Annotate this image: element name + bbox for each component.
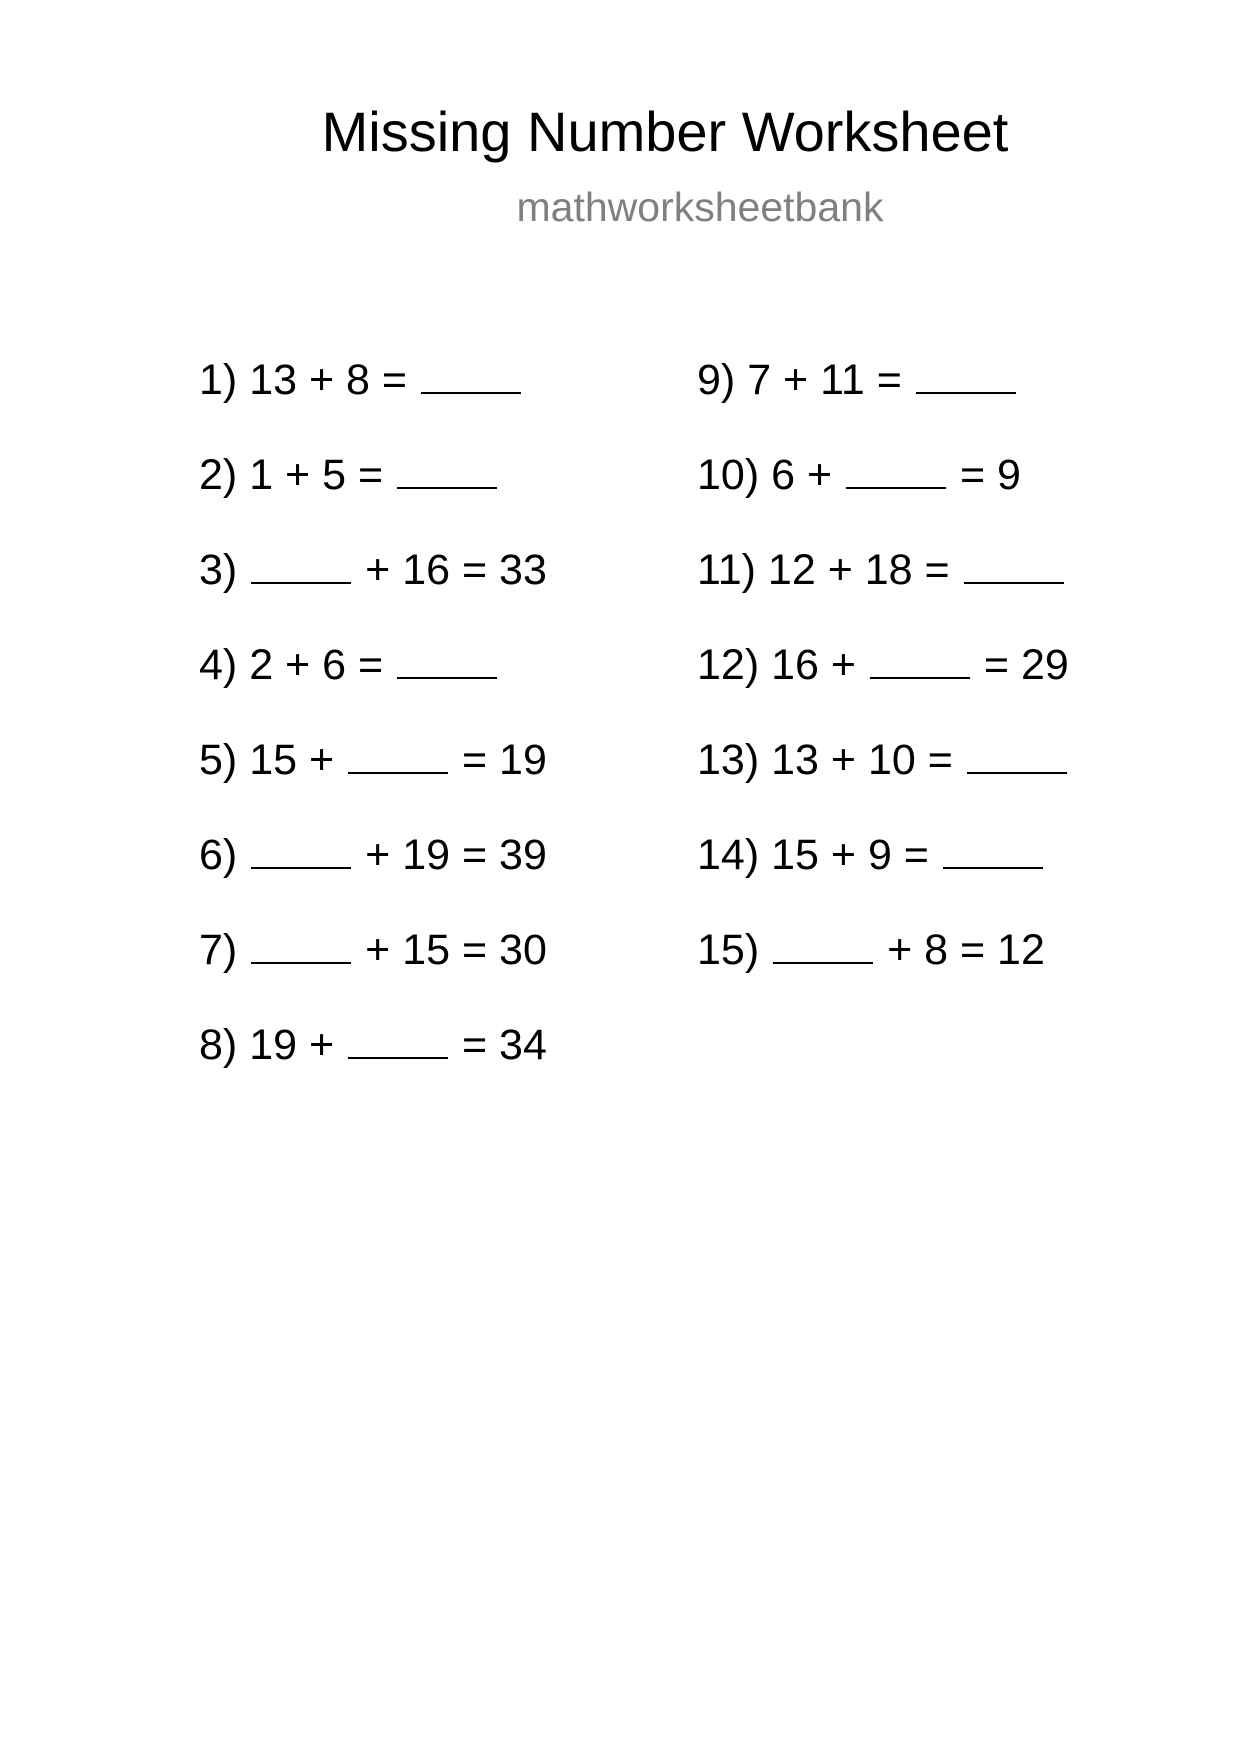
problem-number: 12) [697,641,760,689]
problem-expression: 19 + [249,1021,335,1069]
answer-blank[interactable] [870,643,970,679]
worksheet-subtitle: mathworksheetbank [516,184,884,230]
problem-expression: + 19 = 39 [365,831,547,879]
problem-expression: + 8 = 12 [887,926,1045,974]
problem-number: 5) [199,736,238,784]
answer-blank[interactable] [251,548,351,584]
answer-blank[interactable] [964,548,1064,584]
problem-expression: 12 + 18 = [767,546,950,594]
answer-blank[interactable] [421,358,521,394]
problem-expression: 16 + [771,641,856,689]
problem-1 [199,355,523,405]
problem-8 [199,1020,547,1070]
problem-2 [199,450,499,500]
answer-blank[interactable] [967,738,1067,774]
problem-expression: 15 + [249,736,335,784]
problem-expression: 13 + 10 = [771,736,953,784]
problem-result: = 9 [960,451,1021,499]
problem-number: 8) [199,1021,238,1069]
problem-11 [697,545,1066,595]
problem-expression: + 16 = 33 [365,546,547,594]
problem-number: 4) [199,641,238,689]
answer-blank[interactable] [348,738,448,774]
problem-9 [697,355,1018,405]
problem-number: 1) [199,356,238,404]
problem-expression: 6 + [771,451,833,499]
problem-result: = 19 [461,736,547,784]
problem-result: = 29 [983,641,1069,689]
problem-number: 13) [697,736,760,784]
problem-number: 14) [697,831,760,879]
answer-blank[interactable] [397,453,497,489]
problem-number: 6) [199,831,238,879]
problem-15 [697,925,1045,975]
problem-number: 15) [697,926,760,974]
problem-number: 3) [199,546,238,594]
problem-expression: 1 + 5 = [249,451,384,499]
problem-number: 11) [697,546,756,594]
problem-5 [199,735,547,785]
problem-14 [697,830,1045,880]
problem-4 [199,640,499,690]
problem-number: 9) [697,356,736,404]
answer-blank[interactable] [251,833,351,869]
answer-blank[interactable] [397,643,497,679]
answer-blank[interactable] [943,833,1043,869]
problem-6 [199,830,547,880]
problem-13 [697,735,1069,785]
problem-7 [199,925,547,975]
problem-expression: 15 + 9 = [771,831,929,879]
answer-blank[interactable] [251,928,351,964]
problem-expression: 13 + 8 = [249,356,407,404]
answer-blank[interactable] [773,928,873,964]
problem-number: 2) [199,451,238,499]
problem-3 [199,545,547,595]
worksheet-title: Missing Number Worksheet [321,100,1009,163]
answer-blank[interactable] [846,453,946,489]
answer-blank[interactable] [916,358,1016,394]
problem-expression: 2 + 6 = [249,641,384,689]
problem-number: 10) [697,451,760,499]
problem-expression: 7 + 11 = [747,356,902,404]
problem-number: 7) [199,926,238,974]
problem-result: = 34 [461,1021,547,1069]
problem-10 [697,450,1021,500]
answer-blank[interactable] [348,1023,448,1059]
problem-12 [697,640,1069,690]
problem-expression: + 15 = 30 [365,926,547,974]
